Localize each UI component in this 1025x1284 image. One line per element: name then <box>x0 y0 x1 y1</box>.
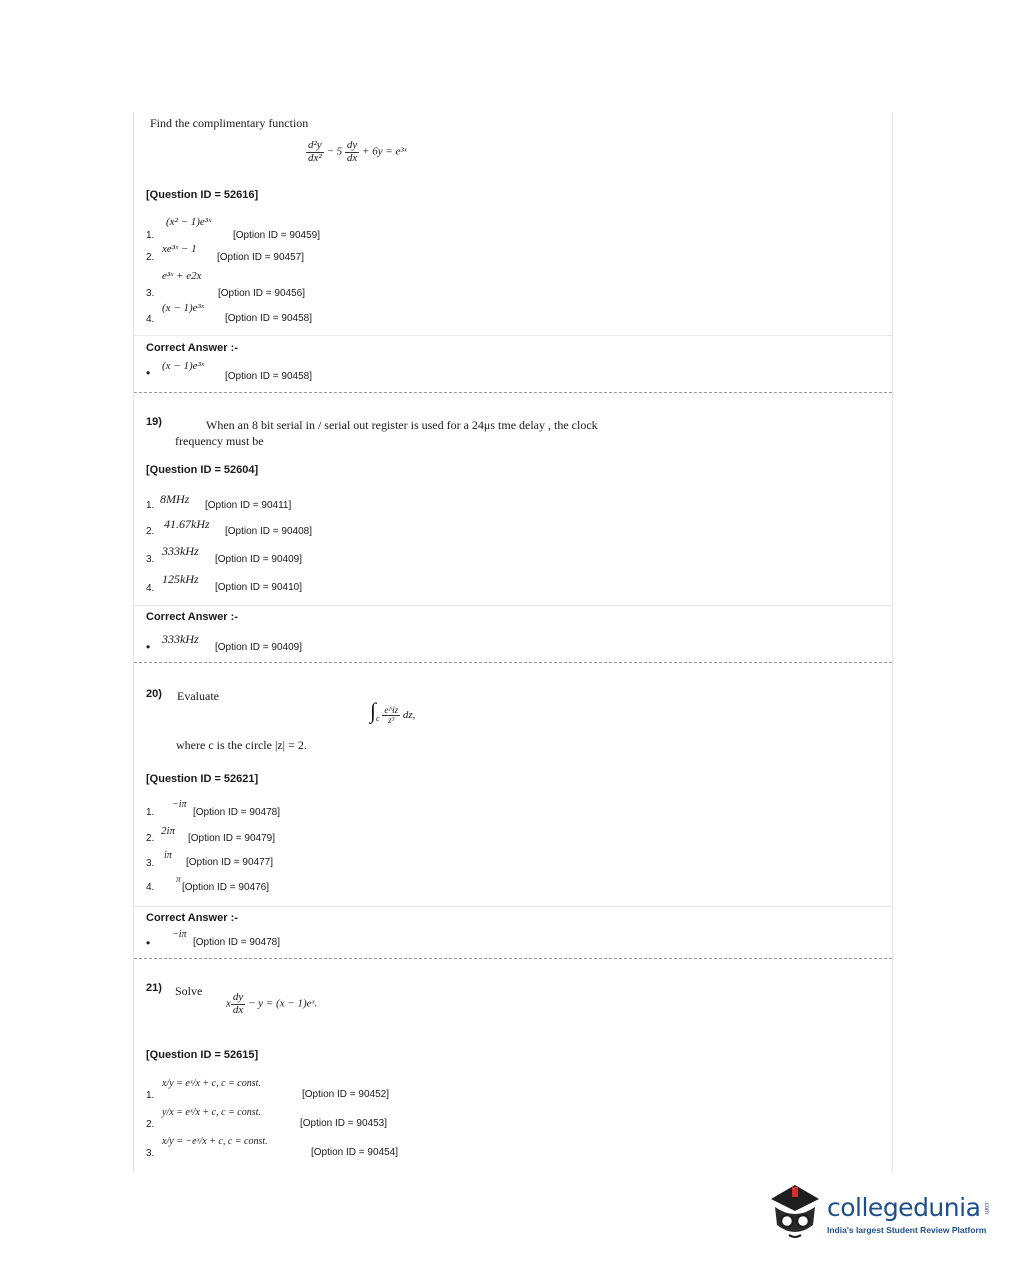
q20-number: 20) <box>146 688 162 700</box>
dashed-divider <box>134 662 892 663</box>
q19-correct-label: Correct Answer :- <box>146 611 238 623</box>
q20-question-id: [Question ID = 52621] <box>146 773 259 785</box>
q19-number: 19) <box>146 416 162 428</box>
q19-question-id: [Question ID = 52604] <box>146 464 259 476</box>
question-page: Find the complimentary function $\frac{\text{d²y}}{\text{dx²}}$ − 5 $\frac{dy}{dx}$ + 6y = e³ˣ [Question ID = 52616] 1. (x² − 1)e³ˣ [Option ID = 90459] 2. xe³ˣ − 1 [Option ID = 90457] 3. e³ˣ + e2x [Option ID = 90456] 4. (x − 1)e³ˣ [Option ID = 90458] Correct Answer :- • (x − 1)e³ˣ [Option ID = 90458] 19) When an 8 bit serial in / serial out register is used for a 24μs tme delay , the clock frequency must be [Question ID = 52604] 1. 8MHz [Option ID = 90411] 2. 41.67kHz [Option ID = 90408] 3. 333kHz [Option ID = 90409] 4. 125kHz [Option ID = 90410] Correct Answer :- • 333kHz [Option ID = 90409] 20) Evaluate $\int_c$ $\frac{e\^{}iz}{\text{z³}}$ dz, where c is the circle |z| = 2. [Question ID = 52621] 1. −iπ [Option ID = 90478] 2. 2iπ [Option ID = 90479] 3. iπ [Option ID = 90477] 4. π [Option ID = 90476] Correct Answer :- • −iπ [Option ID = 90478] 21) Solve x $\frac{dy}{dx}$ − y = (x − 1)eˣ. [Question ID = 52615] 1. x/y = eˣ/x + c, c = const. [Option ID = 90452] 2. y/x = eˣ/x + c, c = const. [Option ID = 90453] 3. x/y = −eˣ/x + c, c = const. [Option ID = 90454] <box>133 112 893 1172</box>
divider <box>134 906 892 907</box>
divider <box>134 605 892 606</box>
brand-tagline: India's largest Student Review Platform <box>827 1225 987 1235</box>
brand-suffix: .com <box>983 1201 989 1215</box>
q21-question-id: [Question ID = 52615] <box>146 1049 259 1061</box>
q18-question-id: [Question ID = 52616] <box>146 189 259 201</box>
q18-correct-label: Correct Answer :- <box>146 342 238 354</box>
q21-number: 21) <box>146 982 162 994</box>
q19-text-line1: When an 8 bit serial in / serial out register is used for a 24μs tme delay , the clock <box>206 418 598 432</box>
q21-title: Solve <box>175 984 203 998</box>
divider <box>134 335 892 336</box>
q20-where: where c is the circle |z| = 2. <box>176 738 307 752</box>
dashed-divider <box>134 392 892 393</box>
collegedunia-logo <box>765 1177 1005 1247</box>
mascot-icon <box>765 1177 825 1247</box>
dashed-divider <box>134 958 892 959</box>
q18-title: Find the complimentary function <box>150 116 309 130</box>
q21-equation: x $\frac{dy}{dx}$ − y = (x − 1)eˣ. <box>226 991 318 1016</box>
q20-title: Evaluate <box>177 689 219 703</box>
brand-name: collegedunia <box>827 1193 981 1222</box>
q18-equation: $\frac{\text{d²y}}{\text{dx²}}$ − 5 $\frac{dy}{dx}$ + 6y = e³ˣ <box>308 139 407 164</box>
q19-text-line2: frequency must be <box>175 434 264 448</box>
q20-correct-label: Correct Answer :- <box>146 912 238 924</box>
q20-integral: $\int_c$ $\frac{e\^{}iz}{\text{z³}}$ dz, <box>370 698 416 725</box>
